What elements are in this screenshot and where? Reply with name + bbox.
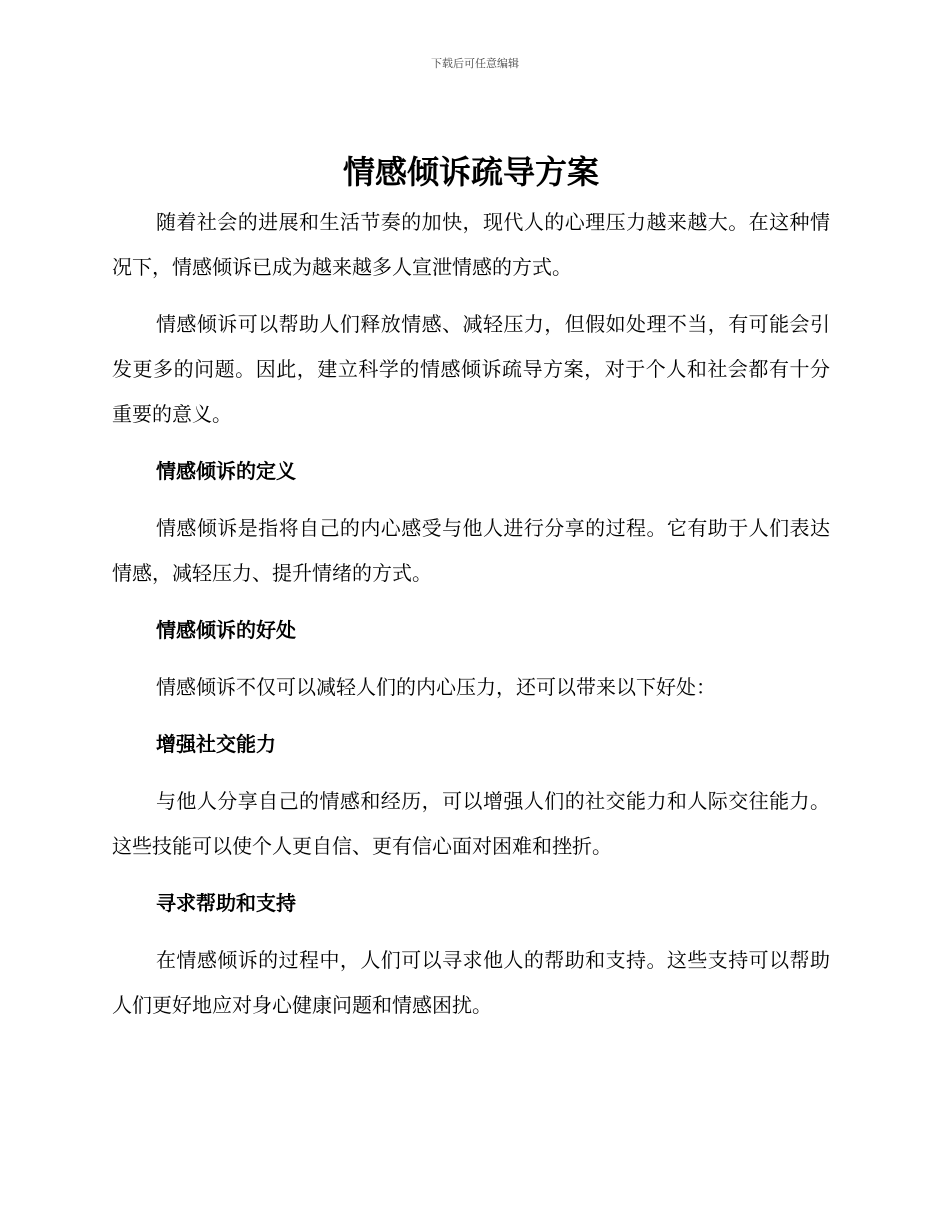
section-heading-benefits: 情感倾诉的好处 (156, 618, 296, 642)
section-heading-definition: 情感倾诉的定义 (156, 459, 296, 483)
page-header-note: 下载后可任意编辑 (431, 57, 519, 70)
definition-paragraph: 情感倾诉是指将自己的内心感受与他人进行分享的过程。它有助于人们表达情感，减轻压力、提升情绪的方式。 (112, 516, 830, 585)
social-skills-paragraph: 与他人分享自己的情感和经历，可以增强人们的社交能力和人际交往能力。这些技能可以使个人更自信、更有信心面对困难和挫折。 (112, 789, 830, 858)
section-heading-help-support: 寻求帮助和支持 (156, 891, 296, 915)
intro-paragraph: 随着社会的进展和生活节奏的加快，现代人的心理压力越来越大。在这种情况下，情感倾诉已成为越来越多人宣泄情感的方式。 (112, 210, 830, 279)
benefits-intro-paragraph: 情感倾诉不仅可以减轻人们的内心压力，还可以带来以下好处： (156, 675, 716, 699)
purpose-paragraph: 情感倾诉可以帮助人们释放情感、减轻压力，但假如处理不当，有可能会引发更多的问题。因此，建立科学的情感倾诉疏导方案，对于个人和社会都有十分重要的意义。 (112, 312, 830, 426)
document-title: 情感倾诉疏导方案 (342, 153, 599, 191)
document-body (112, 150, 830, 1040)
section-heading-social-skills: 增强社交能力 (156, 732, 276, 756)
help-support-paragraph: 在情感倾诉的过程中，人们可以寻求他人的帮助和支持。这些支持可以帮助人们更好地应对身心健康问题和情感困扰。 (112, 948, 830, 1017)
